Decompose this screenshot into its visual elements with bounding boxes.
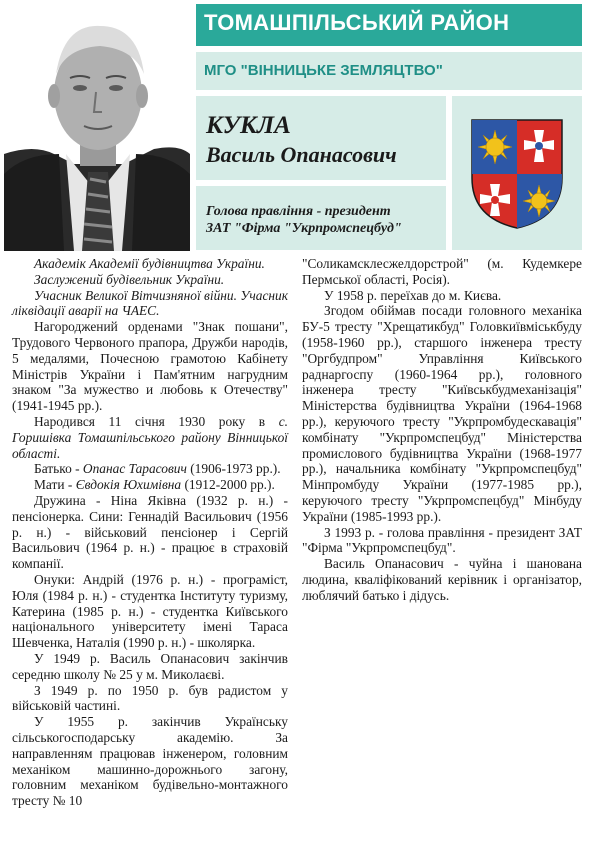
name-panel: [196, 96, 446, 180]
family-paragraph: Дружина - Ніна Яківна (1932 р. н.) - пенсіонерка. Сини: Геннадій Васильович (1956 р. н.) - військовий пенсіонер і Сергій Васильович (1964 р. н.) - працює в страховій компанії.: [12, 492, 288, 572]
biography-column-2: [302, 256, 582, 604]
mother-paragraph: Мати - Євдокія Юхимівна (1912-2000 рр.).: [34, 477, 275, 493]
position-line-2: ЗАТ "Фірма "Укрпромспецбуд": [206, 221, 402, 236]
mother-name: Євдокія Юхимівна: [75, 477, 182, 493]
coat-of-arms-panel: [452, 96, 582, 250]
district-title: ТОМАШПІЛЬСЬКИЙ РАЙОН: [204, 10, 510, 35]
position-line-1: Голова правління - президент: [206, 204, 391, 219]
grandchildren-paragraph: Онуки: Андрій (1976 р. н.) - програміст, Юля (1984 р. н.) - студентка Інституту туризму, Катерина (1985 р. н.) - студентка Київського національного університету імені Тараса Шевченка, Наталія (1990 р. н.) - школярка.: [12, 571, 288, 651]
birth-paragraph: Народився 11 січня 1930 року в с. Горишівка Томашпільського району Вінницької області.: [12, 413, 288, 461]
person-surname: КУКЛА: [206, 112, 291, 139]
military-paragraph: З 1949 р. по 1950 р. був радистом у військовій частині.: [12, 682, 288, 714]
organization-banner: [196, 52, 582, 90]
coat-of-arms-icon: [470, 118, 564, 230]
title-academician: Академік Академії будівництва України.: [34, 256, 265, 271]
biography-column-1: [12, 256, 288, 809]
career-paragraph: Згодом обіймав посади головного механіка БУ-5 тресту "Хрещатикбуд" Головкиївміськбуду (1958-1960 рр.), старшого інженера тресту "Оргбудпром" Управління Київського раднаргоспу (1960-1964 рр.), головного інженера тресту "Київськбудмеханізація" Міністерства будівництва України (1964-1968 рр.), керуючого тресту "Укрпромбудескавація" комбінату "Укрпромспецбуд" Міністерства промислового будівництва України (1968-1977 рр.), начальника комбінату "Укрпромспецбуд" Мінпромбуду України (1977-1985 рр.), керуючого тресту "Укрпромспецбуд" Мінбуду України (1985-1993 рр.).: [302, 303, 582, 524]
awards-paragraph: Нагороджений орденами "Знак пошани", Трудового Червоного прапора, Дружби народів, 5 медалями, Почесною грамотою Кабінету Міністрів України і Пам'ятним нагрудним знаком "За мужество и любовь к Отечеству" (1941-1945 рр.).: [12, 319, 288, 414]
title-honored-builder: Заслужений будівельник України.: [34, 271, 225, 287]
title-veteran: Учасник Великої Вітчизняної війни. Учасник ліквідації аварії на ЧАЕС.: [12, 287, 288, 319]
character-paragraph: Василь Опанасович - чуйна і шанована людина, кваліфікований керівник і організатор, люблячий батько і дідусь.: [302, 556, 582, 603]
organization-title: МГО "ВІННИЦЬКЕ ЗЕМЛЯЦТВО": [204, 62, 443, 79]
person-given-names: Василь Опанасович: [206, 142, 397, 167]
academy-paragraph: У 1955 р. закінчив Українську сільськогосподарську академію. За направленням працював інженером, головним механіком машинно-дорожнього загону, головним механіком будівельно-монтажного тресту № 10: [12, 714, 288, 809]
move-kyiv-paragraph: У 1958 р. переїхав до м. Києва.: [324, 287, 502, 303]
birth-place: с. Горишівка Томашпільського району Вінницької області.: [12, 413, 288, 461]
district-banner: [196, 4, 582, 46]
position-panel: [196, 186, 446, 250]
school-paragraph: У 1949 р. Василь Опанасович закінчив середню школу № 25 у м. Миколаєві.: [12, 650, 288, 682]
father-name: Опанас Тарасович: [82, 461, 187, 477]
father-paragraph: Батько - Опанас Тарасович (1906-1973 рр.).: [34, 461, 281, 477]
portrait-photo: [4, 4, 190, 251]
current-position-paragraph: З 1993 р. - голова правління - президент ЗАТ "Фірма "Укрпромспецбуд".: [302, 524, 582, 556]
trust-continuation: "Соликамсклесжелдорстрой" (м. Кудемкере Пермської області, Росія).: [302, 256, 582, 287]
